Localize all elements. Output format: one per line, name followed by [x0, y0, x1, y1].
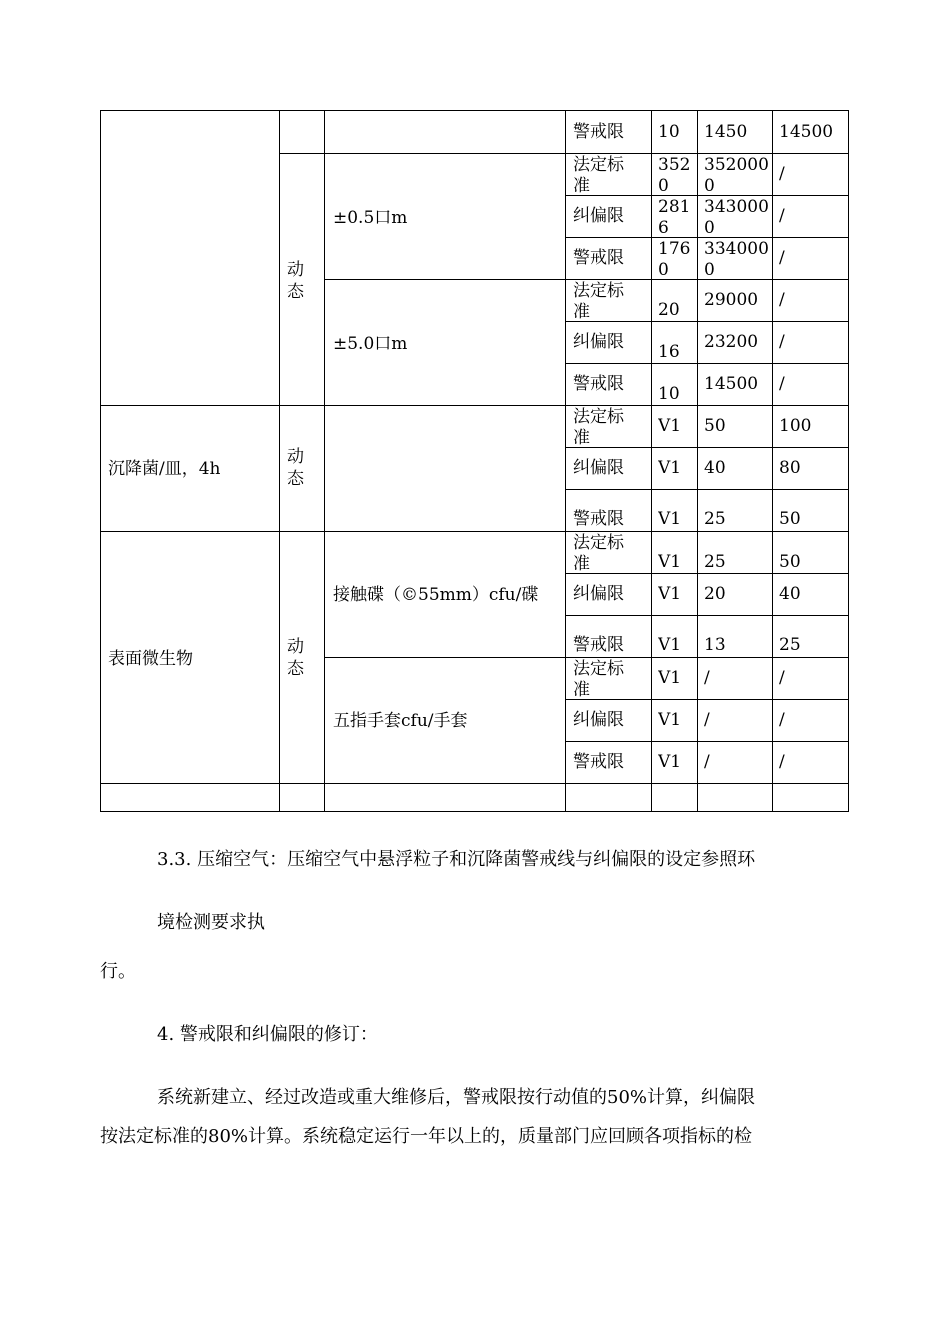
value-cell: 50	[779, 552, 801, 572]
value-cell: /	[779, 374, 785, 394]
value-cell: V1	[658, 635, 682, 655]
level-cell: 警戒限	[573, 122, 624, 142]
value-cell: /	[779, 332, 785, 352]
grid-line	[565, 699, 848, 700]
grid-line	[697, 111, 698, 811]
value-cell: /	[779, 206, 785, 226]
value-cell: V1	[658, 584, 682, 604]
grid-line	[565, 237, 848, 238]
value-cell: V1	[658, 552, 682, 572]
value-cell: /	[704, 752, 710, 772]
limits-table	[100, 110, 849, 812]
state-cell-particle: 动态	[287, 260, 304, 302]
value-cell: 25	[704, 552, 726, 572]
grid-line	[324, 657, 848, 658]
value-cell: 20	[704, 584, 726, 604]
value-cell: /	[779, 668, 785, 688]
value-cell: 40	[779, 584, 801, 604]
level-cell: 纠偏限	[573, 584, 624, 604]
grid-line	[565, 615, 848, 616]
level-cell: 纠偏限	[573, 206, 624, 226]
value-cell: /	[704, 710, 710, 730]
grid-line	[565, 489, 848, 490]
grid-line	[565, 741, 848, 742]
value-cell: 3340000	[704, 239, 769, 279]
value-cell: V1	[658, 416, 682, 436]
state-cell-surface: 动态	[287, 637, 304, 679]
item-cell-surface: 表面微生物	[108, 649, 193, 669]
grid-line	[772, 111, 773, 811]
value-cell: 13	[704, 635, 726, 655]
grid-line	[101, 405, 848, 406]
value-cell: V1	[658, 710, 682, 730]
level-cell: 警戒限	[573, 248, 624, 268]
value-cell: 14500	[779, 122, 834, 142]
value-cell: 25	[704, 509, 726, 529]
value-cell: 20	[658, 300, 680, 320]
level-cell: 纠偏限	[573, 710, 624, 730]
value-cell: 25	[779, 635, 801, 655]
value-cell: 3430000	[704, 197, 769, 237]
value-cell: 80	[779, 458, 801, 478]
value-cell: /	[704, 668, 710, 688]
value-cell: 3520000	[704, 155, 769, 195]
value-cell: /	[779, 164, 785, 184]
value-cell: 1450	[704, 122, 748, 142]
value-cell: /	[779, 752, 785, 772]
value-cell: 50	[704, 416, 726, 436]
value-cell: 50	[779, 509, 801, 529]
paragraph-revision-line2: 按法定标准的80%计算。系统稳定运行一年以上的，质量部门应回顾各项指标的检	[100, 1126, 753, 1147]
level-cell: 法定标准	[573, 533, 624, 573]
level-cell: 纠偏限	[573, 332, 624, 352]
grid-line	[101, 783, 848, 784]
value-cell: 40	[704, 458, 726, 478]
grid-line	[324, 279, 848, 280]
value-cell: 29000	[704, 290, 759, 310]
value-cell: 100	[779, 416, 812, 436]
grid-line	[101, 531, 848, 532]
size-cell-contact: 接触碟（©55mm）cfu/碟	[333, 585, 539, 605]
value-cell: V1	[658, 509, 682, 529]
level-cell: 纠偏限	[573, 458, 624, 478]
value-cell: 23200	[704, 332, 759, 352]
grid-line	[565, 363, 848, 364]
grid-line	[279, 111, 280, 811]
level-cell: 警戒限	[573, 509, 624, 529]
level-cell: 法定标准	[573, 659, 624, 699]
state-cell-settling: 动态	[287, 447, 304, 489]
value-cell: 16	[658, 342, 680, 362]
paragraph-compressed-air-line2: 境检测要求执	[157, 912, 265, 933]
value-cell: /	[779, 290, 785, 310]
size-cell-5.0: ±5.0口m	[333, 334, 408, 354]
value-cell: /	[779, 248, 785, 268]
value-cell: 10	[658, 122, 680, 142]
grid-line	[565, 447, 848, 448]
section-heading-revision: 4. 警戒限和纠偏限的修订：	[157, 1024, 378, 1045]
value-cell: V1	[658, 668, 682, 688]
value-cell: 1760	[658, 239, 691, 279]
grid-line	[565, 573, 848, 574]
value-cell: V1	[658, 458, 682, 478]
grid-line	[651, 111, 652, 811]
level-cell: 法定标准	[573, 155, 624, 195]
level-cell: 警戒限	[573, 752, 624, 772]
value-cell: 14500	[704, 374, 759, 394]
level-cell: 法定标准	[573, 407, 624, 447]
size-cell-0.5: ±0.5口m	[333, 208, 408, 228]
grid-line	[279, 153, 848, 154]
item-cell-settling: 沉降菌/皿，4h	[108, 459, 221, 479]
value-cell: V1	[658, 752, 682, 772]
level-cell: 警戒限	[573, 374, 624, 394]
value-cell: /	[779, 710, 785, 730]
value-cell: 3520	[658, 155, 691, 195]
grid-line	[565, 195, 848, 196]
grid-line	[565, 111, 566, 811]
paragraph-compressed-air-line1: 3.3. 压缩空气：压缩空气中悬浮粒子和沉降菌警戒线与纠偏限的设定参照环	[157, 849, 756, 870]
level-cell: 警戒限	[573, 635, 624, 655]
grid-line	[324, 111, 325, 811]
value-cell: 10	[658, 384, 680, 404]
level-cell: 法定标准	[573, 281, 624, 321]
paragraph-revision-line1: 系统新建立、经过改造或重大维修后，警戒限按行动值的50%计算，纠偏限	[157, 1087, 756, 1108]
size-cell-glove: 五指手套cfu/手套	[333, 711, 468, 731]
grid-line	[565, 321, 848, 322]
paragraph-compressed-air-line3: 行。	[100, 961, 136, 982]
value-cell: 2816	[658, 197, 691, 237]
